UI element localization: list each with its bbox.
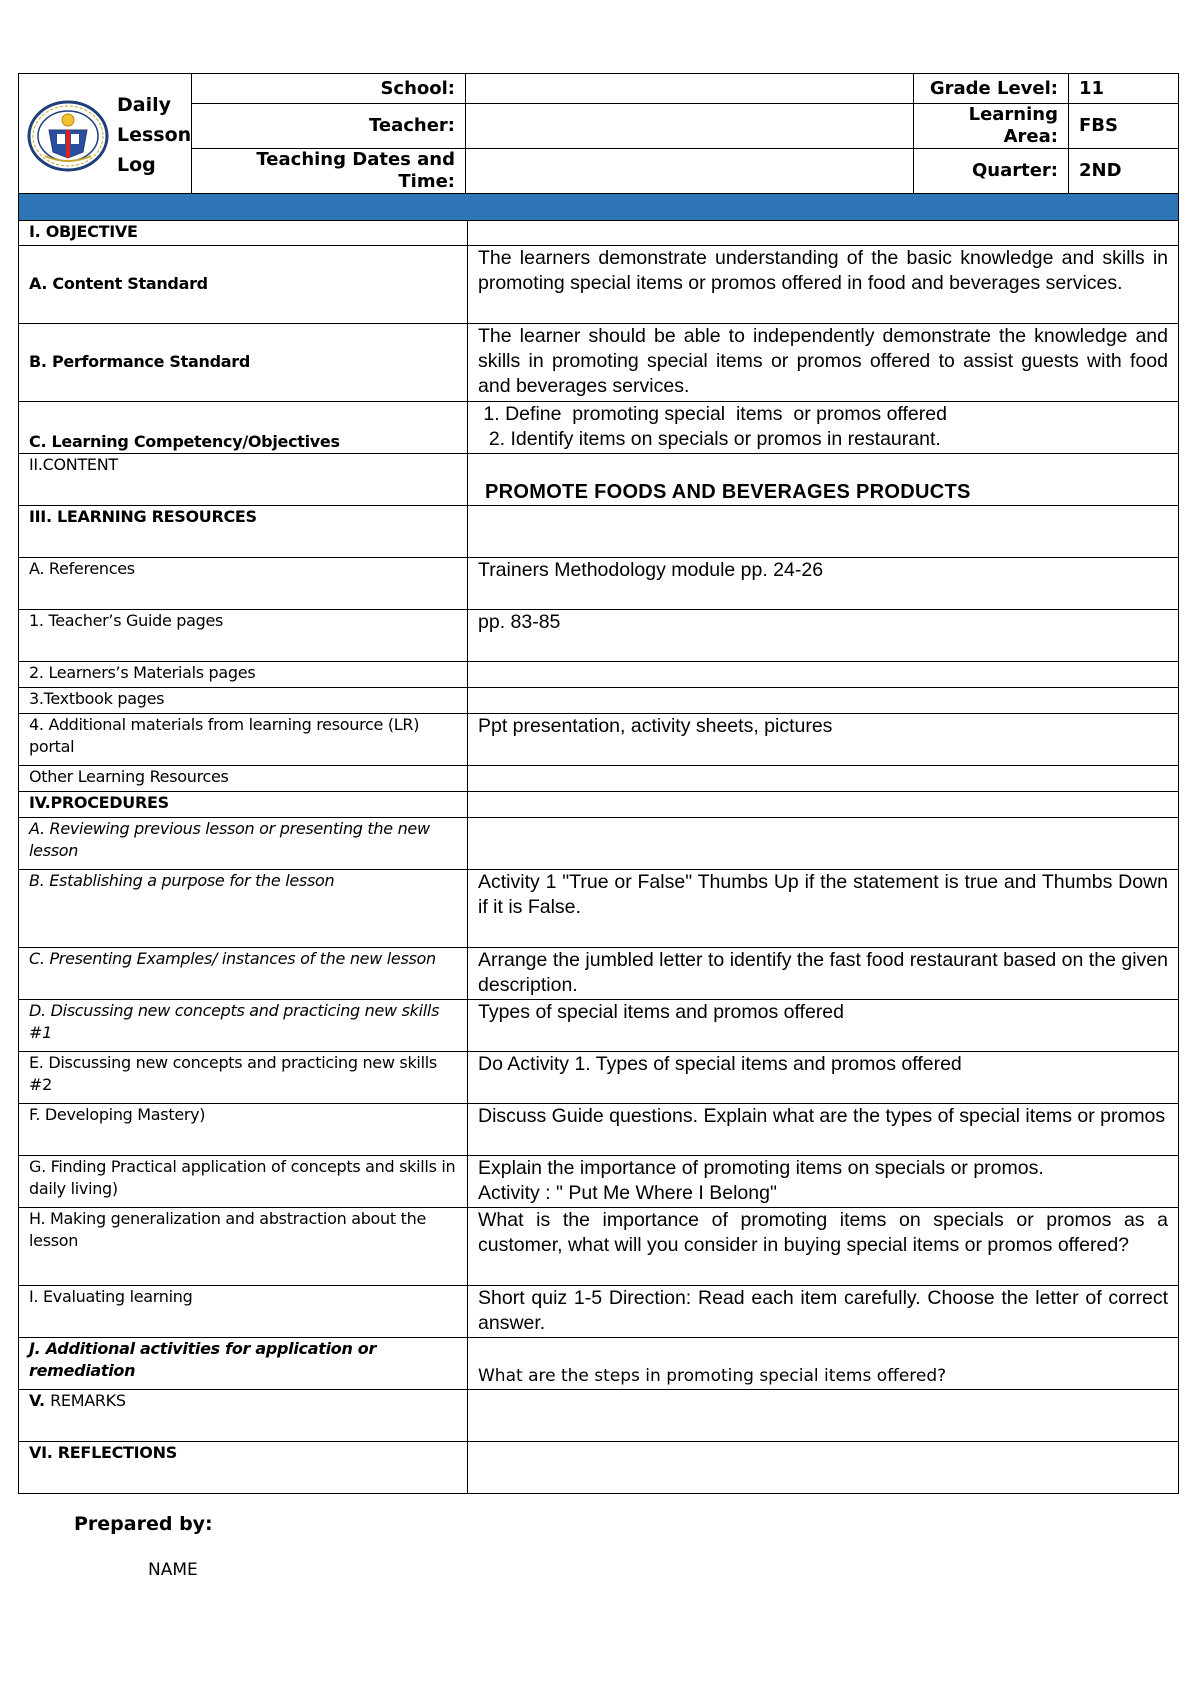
- objective-heading: I. OBJECTIVE: [19, 220, 468, 245]
- teacher-label: Teacher:: [192, 104, 466, 149]
- proc-a-value[interactable]: [468, 817, 1179, 869]
- proc-g-value[interactable]: Explain the importance of promoting items on specials or promos. Activity : " Put Me Where I Belong": [468, 1155, 1179, 1207]
- logo-cell: [19, 74, 192, 194]
- school-field[interactable]: [466, 74, 914, 104]
- proc-e-label: E. Discussing new concepts and practicing new skills #2: [19, 1051, 468, 1103]
- proc-c-value[interactable]: Arrange the jumbled letter to identify the fast food restaurant based on the given description.: [468, 947, 1179, 999]
- teachers-guide-value[interactable]: pp. 83-85: [468, 609, 1179, 661]
- grade-level-label: Grade Level:: [914, 74, 1069, 104]
- prepared-by-label: Prepared by:: [74, 1513, 213, 1535]
- proc-f-value[interactable]: Discuss Guide questions. Explain what are the types of special items or promos: [468, 1103, 1179, 1155]
- quarter-value[interactable]: 2ND: [1069, 149, 1179, 194]
- proc-j-label: J. Additional activities for application or remediation: [19, 1337, 468, 1389]
- proc-e-value[interactable]: Do Activity 1. Types of special items and promos offered: [468, 1051, 1179, 1103]
- objective-value[interactable]: [468, 220, 1179, 245]
- header-table: [18, 73, 1179, 221]
- grade-level-value[interactable]: 11: [1069, 74, 1179, 104]
- other-resources-value[interactable]: [468, 765, 1179, 791]
- learning-resources-heading: III. LEARNING RESOURCES: [19, 505, 468, 557]
- teaching-dates-label: Teaching Dates and Time:: [192, 149, 466, 194]
- lesson-table: [18, 220, 1179, 1494]
- other-resources-label: Other Learning Resources: [19, 765, 468, 791]
- proc-h-value[interactable]: What is the importance of promoting items on specials or promos as a customer, what will you consider in buying special items or promos offered?: [468, 1207, 1179, 1285]
- learners-materials-value[interactable]: [468, 661, 1179, 687]
- remarks-value[interactable]: [468, 1389, 1179, 1441]
- proc-g-label: G. Finding Practical application of concepts and skills in daily living): [19, 1155, 468, 1207]
- content-label: II.CONTENT: [19, 453, 468, 505]
- proc-d-value[interactable]: Types of special items and promos offered: [468, 999, 1179, 1051]
- proc-j-value[interactable]: What are the steps in promoting special items offered?: [468, 1337, 1179, 1389]
- deped-seal-icon: [27, 100, 109, 172]
- proc-i-label: I. Evaluating learning: [19, 1285, 468, 1337]
- procedures-value[interactable]: [468, 791, 1179, 817]
- additional-materials-value[interactable]: Ppt presentation, activity sheets, pictures: [468, 713, 1179, 765]
- additional-materials-label: 4. Additional materials from learning resource (LR) portal: [19, 713, 468, 765]
- learning-area-label: Learning Area:: [914, 104, 1069, 149]
- content-standard-label: A. Content Standard: [19, 245, 468, 323]
- learning-area-value[interactable]: FBS: [1069, 104, 1179, 149]
- teachers-guide-label: 1. Teacher’s Guide pages: [19, 609, 468, 661]
- proc-a-label: A. Reviewing previous lesson or presenting the new lesson: [19, 817, 468, 869]
- content-value[interactable]: PROMOTE FOODS AND BEVERAGES PRODUCTS: [468, 453, 1179, 505]
- procedures-heading: IV.PROCEDURES: [19, 791, 468, 817]
- proc-f-label: F. Developing Mastery): [19, 1103, 468, 1155]
- quarter-label: Quarter:: [914, 149, 1069, 194]
- references-label: A. References: [19, 557, 468, 609]
- learners-materials-label: 2. Learners’s Materials pages: [19, 661, 468, 687]
- daily-lesson-log-title: Daily Lesson Log: [117, 93, 192, 176]
- proc-i-value[interactable]: Short quiz 1-5 Direction: Read each item carefully. Choose the letter of correct answer.: [468, 1285, 1179, 1337]
- blue-divider-bar: [19, 194, 1179, 221]
- proc-h-label: H. Making generalization and abstraction about the lesson: [19, 1207, 468, 1285]
- teaching-dates-field[interactable]: [466, 149, 914, 194]
- textbook-pages-label: 3.Textbook pages: [19, 687, 468, 713]
- references-value[interactable]: Trainers Methodology module pp. 24-26: [468, 557, 1179, 609]
- preparer-name[interactable]: NAME: [148, 1560, 198, 1580]
- proc-b-value[interactable]: Activity 1 "True or False" Thumbs Up if the statement is true and Thumbs Down if it is False.: [468, 869, 1179, 947]
- textbook-pages-value[interactable]: [468, 687, 1179, 713]
- lesson-log-page: [18, 73, 1178, 1494]
- proc-c-label: C. Presenting Examples/ instances of the new lesson: [19, 947, 468, 999]
- reflections-label: VI. REFLECTIONS: [19, 1441, 468, 1493]
- remarks-number: V.: [29, 1390, 51, 1410]
- teacher-field[interactable]: [466, 104, 914, 149]
- performance-standard-value[interactable]: The learner should be able to independently demonstrate the knowledge and skills in promoting special items or promos offered to assist guests with food and beverages services.: [468, 323, 1179, 401]
- competency-label: C. Learning Competency/Objectives: [19, 401, 468, 453]
- content-standard-value[interactable]: The learners demonstrate understanding of the basic knowledge and skills in promoting special items or promos offered in food and beverages services.: [468, 245, 1179, 323]
- remarks-label: [19, 1389, 468, 1441]
- proc-d-label: D. Discussing new concepts and practicing new skills #1: [19, 999, 468, 1051]
- school-label: School:: [192, 74, 466, 104]
- competency-value[interactable]: 1. Define promoting special items or promos offered 2. Identify items on specials or promos in restaurant.: [468, 401, 1179, 453]
- reflections-value[interactable]: [468, 1441, 1179, 1493]
- remarks-text: REMARKS: [50, 1390, 126, 1410]
- proc-b-label: B. Establishing a purpose for the lesson: [19, 869, 468, 947]
- performance-standard-label: B. Performance Standard: [19, 323, 468, 401]
- learning-resources-value[interactable]: [468, 505, 1179, 557]
